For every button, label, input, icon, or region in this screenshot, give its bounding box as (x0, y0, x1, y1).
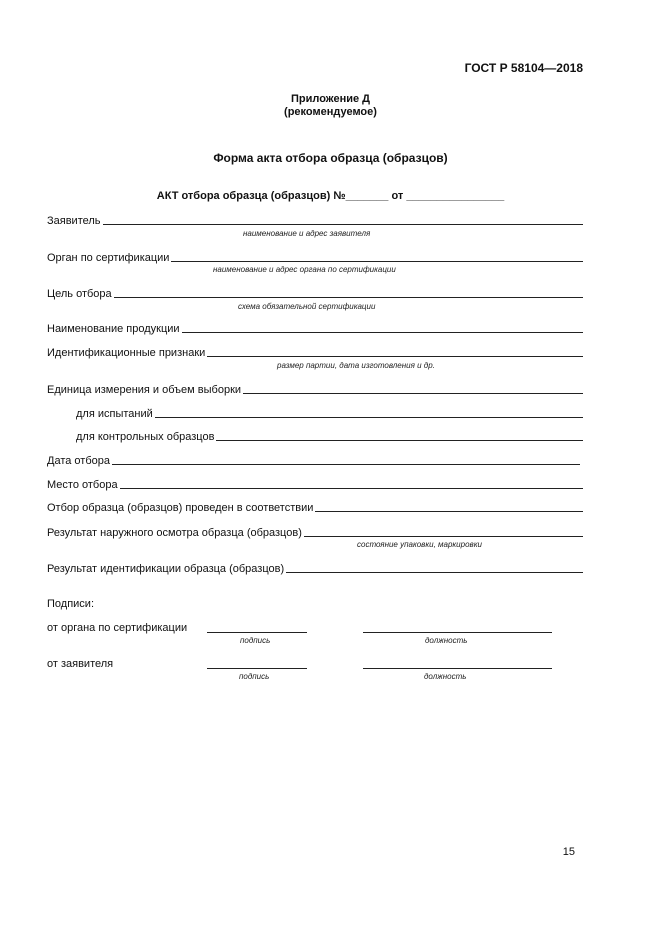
cert-body-signature-hint: подпись (240, 636, 271, 645)
for-tests-line[interactable] (155, 417, 583, 418)
sampling-date-line[interactable] (112, 464, 580, 465)
applicant-label: Заявитель (47, 215, 101, 227)
sampling-accordance-line[interactable] (315, 511, 583, 512)
sampling-place-field[interactable] (47, 477, 583, 491)
identification-hint: размер партии, дата изготовления и др. (277, 361, 435, 370)
identification-result-field[interactable] (47, 561, 583, 575)
annex-note: (рекомендуемое) (284, 106, 377, 118)
act-title: АКТ отбора образца (образцов) №_______ от ________________ (156, 190, 505, 202)
applicant-signature-line[interactable] (207, 668, 307, 669)
visual-inspection-line[interactable] (304, 536, 583, 537)
annex-heading (0, 93, 661, 119)
sampling-date-label: Дата отбора (47, 455, 110, 467)
page-number: 15 (562, 846, 575, 858)
applicant-position-line[interactable] (363, 668, 552, 669)
visual-inspection-field[interactable] (47, 525, 583, 539)
for-tests-label: для испытаний (76, 408, 153, 420)
product-name-line[interactable] (182, 332, 583, 333)
for-control-line[interactable] (216, 440, 583, 441)
unit-volume-label: Единица измерения и объем выборки (47, 384, 242, 396)
identification-field[interactable] (47, 345, 583, 359)
form-title: Форма акта отбора образца (образцов) (213, 151, 448, 165)
cert-body-signature-line[interactable] (207, 632, 307, 633)
sampling-accordance-field[interactable] (47, 500, 583, 514)
product-name-label: Наименование продукции (47, 323, 180, 335)
visual-inspection-hint: состояние упаковки, маркировки (357, 540, 482, 549)
identification-line[interactable] (207, 356, 583, 357)
cert-body-sign-label: от органа по сертификации (47, 622, 188, 634)
purpose-line[interactable] (114, 297, 583, 298)
signatures-title: Подписи: (47, 598, 95, 610)
identification-label: Идентификационные признаки (47, 347, 206, 359)
sampling-place-label: Место отбора (47, 479, 118, 491)
applicant-field[interactable] (47, 213, 583, 227)
standard-code: ГОСТ Р 58104—2018 (464, 61, 583, 75)
applicant-hint: наименование и адрес заявителя (243, 229, 371, 238)
purpose-field[interactable] (47, 286, 583, 300)
for-control-field[interactable] (76, 429, 583, 443)
purpose-label: Цель отбора (47, 288, 112, 300)
unit-volume-field[interactable] (47, 382, 583, 396)
applicant-line[interactable] (103, 224, 583, 225)
for-control-label: для контрольных образцов (76, 431, 215, 443)
applicant-position-hint: должность (424, 672, 467, 681)
applicant-signature-hint: подпись (239, 672, 270, 681)
product-name-field[interactable] (47, 321, 583, 335)
cert-body-hint: наименование и адрес органа по сертификации (213, 265, 396, 274)
for-tests-field[interactable] (76, 406, 583, 420)
sampling-accordance-label: Отбор образца (образцов) проведен в соответствии (47, 502, 314, 514)
sampling-date-field[interactable] (47, 453, 580, 467)
unit-volume-line[interactable] (243, 393, 583, 394)
visual-inspection-label: Результат наружного осмотра образца (образцов) (47, 527, 302, 539)
cert-body-position-hint: должность (425, 636, 468, 645)
applicant-sign-label: от заявителя (47, 658, 114, 670)
cert-body-label: Орган по сертификации (47, 252, 170, 264)
annex-title: Приложение Д (291, 93, 370, 105)
cert-body-line[interactable] (171, 261, 583, 262)
purpose-hint: схема обязательной сертификации (238, 302, 376, 311)
identification-result-label: Результат идентификации образца (образцов) (47, 563, 285, 575)
sampling-place-line[interactable] (120, 488, 583, 489)
cert-body-field[interactable] (47, 250, 583, 264)
identification-result-line[interactable] (286, 572, 583, 573)
cert-body-position-line[interactable] (363, 632, 552, 633)
